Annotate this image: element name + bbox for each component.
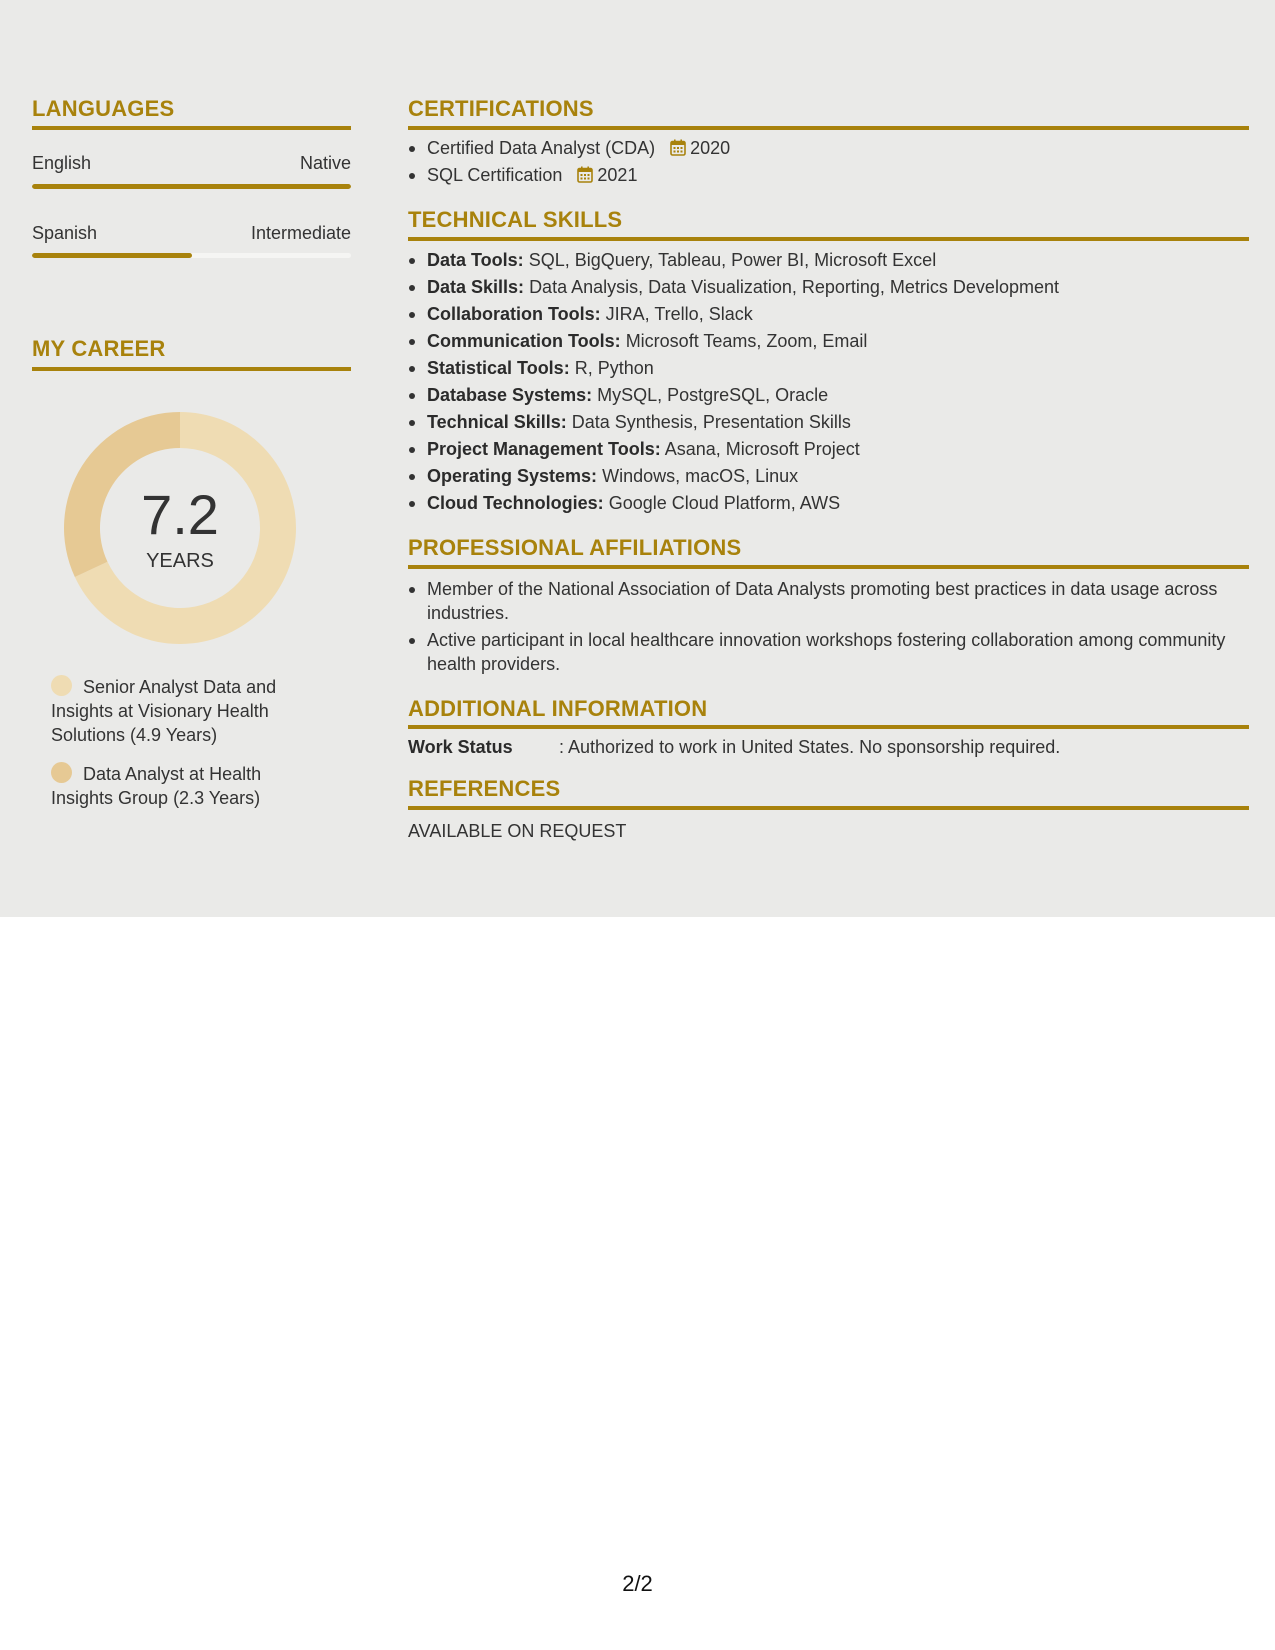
career-donut-chart — [64, 412, 296, 644]
skill-value: R, Python — [574, 358, 654, 378]
language-bar-english — [32, 184, 351, 189]
skill-value: Asana, Microsoft Project — [664, 439, 860, 459]
additional-info-heading: ADDITIONAL INFORMATION — [408, 696, 708, 721]
skill-item — [408, 328, 1249, 355]
certification-name: Certified Data Analyst (CDA) — [427, 138, 656, 158]
skill-label: Database Systems: — [427, 385, 593, 405]
affiliations-list — [408, 577, 1228, 679]
work-status-value: : Authorized to work in United States. No sponsorship required. — [559, 737, 1061, 757]
work-status-label-text: Work Status — [408, 737, 513, 757]
skill-value: Data Synthesis, Presentation Skills — [571, 412, 851, 432]
calendar-icon — [670, 139, 686, 156]
references-text: AVAILABLE ON REQUEST — [408, 821, 627, 841]
career-total: 7.2 — [141, 483, 219, 546]
certifications-heading: CERTIFICATIONS — [408, 96, 594, 121]
technical-skills-rule — [408, 237, 1249, 241]
skill-label: Project Management Tools: — [427, 439, 661, 459]
skill-value: MySQL, PostgreSQL, Oracle — [597, 385, 829, 405]
skill-item — [408, 382, 1249, 409]
career-unit: YEARS — [146, 550, 214, 572]
skill-value: Microsoft Teams, Zoom, Email — [625, 331, 868, 351]
legend-text: Data Analyst at Health Insights Group (2.3 Years) — [51, 764, 262, 808]
skill-item — [408, 490, 1249, 517]
skill-label: Statistical Tools: — [427, 358, 570, 378]
language-name: English — [32, 153, 92, 173]
legend-dot-icon — [51, 675, 72, 696]
skill-label: Cloud Technologies: — [427, 493, 604, 513]
skill-label: Technical Skills: — [427, 412, 567, 432]
language-level: Native — [299, 153, 351, 173]
skill-label: Data Skills: — [427, 277, 525, 297]
skill-label: Communication Tools: — [427, 331, 621, 351]
page-number: 2/2 — [622, 1571, 653, 1596]
certifications-list — [408, 135, 1249, 189]
languages-heading: LANGUAGES — [32, 96, 175, 121]
skill-item — [408, 436, 1249, 463]
work-status-label — [408, 736, 513, 758]
references-heading: REFERENCES — [408, 776, 561, 801]
language-bar-fill — [32, 184, 351, 189]
affiliation-item: Active participant in local healthcare innovation workshops fostering collaboration among community health providers. — [408, 628, 1228, 676]
certifications-rule — [408, 126, 1249, 130]
skill-item — [408, 409, 1249, 436]
language-bar-fill — [32, 253, 192, 258]
affiliations-rule — [408, 565, 1249, 569]
certification-item — [408, 162, 1249, 189]
career-legend-item — [51, 675, 311, 747]
skill-item — [408, 463, 1249, 490]
skill-value: SQL, BigQuery, Tableau, Power BI, Microsoft Excel — [528, 250, 937, 270]
certification-year: 2021 — [597, 165, 638, 185]
technical-skills-heading: TECHNICAL SKILLS — [408, 207, 623, 232]
affiliation-item: Member of the National Association of Data Analysts promoting best practices in data usage across industries. — [408, 577, 1228, 625]
certification-name: SQL Certification — [427, 165, 563, 185]
skill-label: Collaboration Tools: — [427, 304, 601, 324]
affiliations-heading: PROFESSIONAL AFFILIATIONS — [408, 535, 742, 560]
skill-value: JIRA, Trello, Slack — [605, 304, 753, 324]
skill-item — [408, 247, 1249, 274]
skill-item — [408, 355, 1249, 382]
languages-rule — [32, 126, 351, 130]
certification-item — [408, 135, 1249, 162]
skill-item — [408, 274, 1249, 301]
skill-value: Windows, macOS, Linux — [602, 466, 799, 486]
additional-info-rule — [408, 725, 1249, 729]
skill-label: Operating Systems: — [427, 466, 598, 486]
legend-text: Senior Analyst Data and Insights at Visionary Health Solutions (4.9 Years) — [51, 677, 277, 745]
references-rule — [408, 806, 1249, 810]
career-legend-item — [51, 762, 311, 810]
career-rule — [32, 367, 351, 371]
skill-label: Data Tools: — [427, 250, 524, 270]
language-level: Intermediate — [250, 223, 351, 243]
skill-value: Google Cloud Platform, AWS — [608, 493, 841, 513]
technical-skills-list — [408, 247, 1249, 517]
skill-item — [408, 301, 1249, 328]
legend-dot-icon — [51, 762, 72, 783]
career-heading: MY CAREER — [32, 336, 166, 361]
language-row-spanish — [32, 222, 351, 244]
certification-year: 2020 — [690, 138, 731, 158]
language-name: Spanish — [32, 223, 98, 243]
language-bar-spanish — [32, 253, 351, 258]
language-row-english — [32, 152, 351, 174]
calendar-icon — [577, 166, 593, 183]
skill-value: Data Analysis, Data Visualization, Reporting, Metrics Development — [529, 277, 1059, 297]
